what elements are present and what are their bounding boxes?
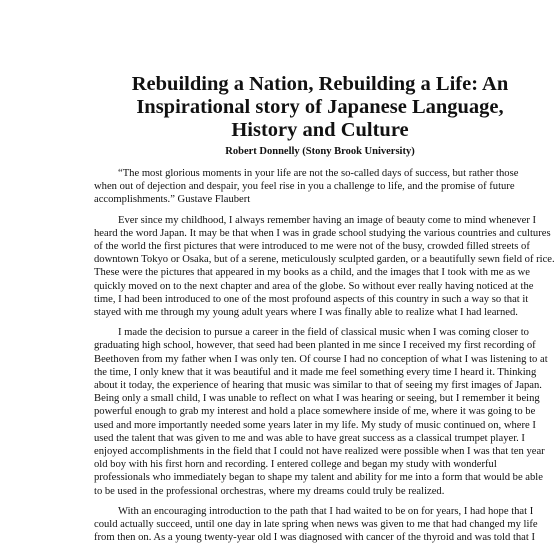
paragraph-line: used and more importantly needed some years later in my life. My study of music continued on, where I <box>94 419 536 431</box>
paragraph-line: to be used in the professional orchestras, where my dreams could truly be realized. <box>94 485 445 497</box>
body-paragraph <box>94 505 554 545</box>
paragraph-line: about it today, the experience of hearing that music was similar to that of seeing my first images of Japan. <box>94 380 542 392</box>
paragraph-line: professionals who immediately began to shape my talent and ability for me into a form that would be able <box>94 472 543 484</box>
paragraph-line: Ever since my childhood, I always remember having an image of beauty come to mind whenever I <box>118 214 537 226</box>
article-title-line: Inspirational story of Japanese Language, <box>136 96 504 118</box>
article-title-line: Rebuilding a Nation, Rebuilding a Life: An <box>131 73 509 95</box>
paragraph-line: from then on. As a young twenty-year old I was diagnosed with cancer of the thyroid and was told that I <box>94 532 536 544</box>
paragraph-line: graduating high school, however, that seed had been planted in me since I received my first recording of <box>94 340 536 352</box>
paragraph-line: time, I had been introduced to one of the most profound aspects of this country in such a way so that it <box>94 293 529 305</box>
paragraph-line: used the talent that was given to me and was able to have great success as a classical trumpet player. I <box>94 432 525 444</box>
paragraph-line: stayed with me through my young adult years where I was finally able to realize what I had learned. <box>94 307 518 319</box>
paragraph-line: Being only a small child, I was unable to reflect on what I was hearing or seeing, but I remember it being <box>94 393 540 405</box>
article-title-line: History and Culture <box>231 119 409 141</box>
paragraph-line: could actually succeed, until one day in late spring when news was given to me that had changed my life <box>94 519 538 531</box>
paragraph-line: heard the word Japan. It may be that when I was in grade school studying the various countries and cultures <box>94 227 551 239</box>
paragraph-line: old boy with his first horn and recording. I entered college and began my study with wonderful <box>94 459 497 471</box>
paragraph-line: I made the decision to pursue a career in the field of classical music when I was coming closer to <box>118 327 529 339</box>
body-paragraph <box>94 167 554 207</box>
paragraph-line: downtown Tokyo or Osaka, but of a serene, meticulously sculpted garden, or a beautifully sewn field of rice. <box>94 254 555 266</box>
paragraph-line: enjoyed accomplishments in the field that I could not have realized were possible when I was that ten year <box>94 446 545 458</box>
article-body <box>94 167 554 551</box>
paragraph-line: accomplishments.” Gustave Flaubert <box>94 194 251 206</box>
article-title <box>100 73 540 142</box>
article-author: Robert Donnelly (Stony Brook University) <box>225 146 415 157</box>
body-paragraph <box>94 326 554 498</box>
paragraph-line: With an encouraging introduction to the path that I had waited to be on for years, I had hope that I <box>118 505 534 517</box>
paragraph-line: when out of dejection and despair, you feel rise in you a challenge to life, and the promise of future <box>94 181 515 193</box>
paragraph-line: Beethoven from my father when I was only ten. Of course I had no conception of what I was listening to at <box>94 353 548 365</box>
paragraph-line: These were the pictures that appeared in my books as a child, and the images that I took with me as we <box>94 267 530 279</box>
paragraph-line: quickly moved on to the next chapter and area of the globe. So without ever really having noticed at the <box>94 280 534 292</box>
paragraph-line: the time, I only knew that it was beautiful and it made me feel something every time I heard it. Thinking <box>94 366 537 378</box>
paragraph-line: powerful enough to grab my interest and hold a place somewhere inside of me, where it was going to be <box>94 406 536 418</box>
paragraph-line: “The most glorious moments in your life are not the so-called days of success, but rather those <box>118 168 519 179</box>
paragraph-line: of the world the first pictures that were introduced to me were not of the busy, crowded filled streets of <box>94 241 530 253</box>
body-paragraph <box>94 214 554 320</box>
